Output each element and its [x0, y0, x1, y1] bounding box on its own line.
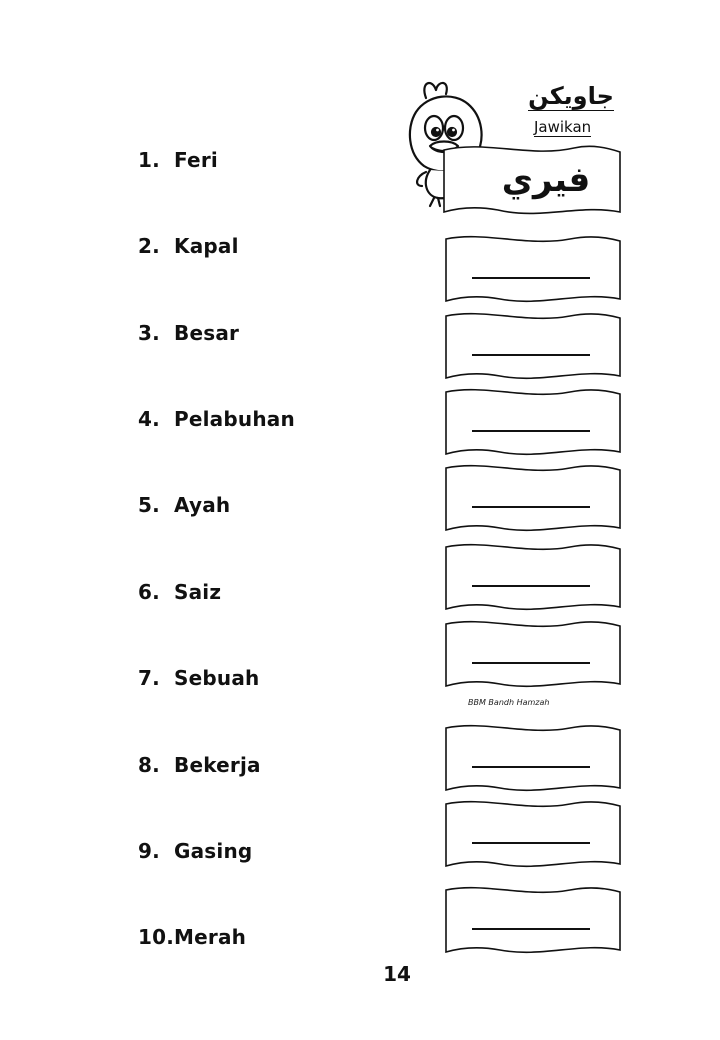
word-text: Kapal	[174, 234, 239, 258]
wavy-frame	[444, 884, 622, 956]
answer-line	[472, 842, 590, 844]
example-answer: فيري	[501, 160, 591, 200]
wavy-frame	[444, 798, 622, 870]
word-text: Besar	[174, 321, 240, 345]
answer-line	[472, 430, 590, 432]
word-item	[138, 490, 230, 520]
word-text: Pelabuhan	[174, 407, 295, 431]
wavy-frame	[444, 462, 622, 534]
wavy-frame	[444, 541, 622, 613]
word-text: Ayah	[174, 493, 231, 517]
word-number: 7.	[138, 666, 160, 690]
word-item	[138, 231, 239, 261]
wavy-frame	[444, 386, 622, 458]
answer-box[interactable]	[444, 386, 622, 458]
answer-box[interactable]	[444, 722, 622, 794]
wavy-frame	[444, 722, 622, 794]
word-text: Merah	[174, 925, 247, 949]
rumi-title: Jawikan	[534, 118, 592, 136]
word-item	[138, 922, 246, 952]
word-number: 10.	[138, 925, 175, 949]
jawi-title: جاويكن	[528, 82, 614, 110]
answer-line	[472, 928, 590, 930]
answer-line	[472, 585, 590, 587]
answer-line	[472, 766, 590, 768]
example-answer-box	[440, 144, 622, 216]
answer-box[interactable]	[444, 884, 622, 956]
word-number: 9.	[138, 839, 160, 863]
word-number: 2.	[138, 234, 160, 258]
answer-box[interactable]	[444, 541, 622, 613]
word-item	[138, 663, 259, 693]
word-text: Bekerja	[174, 753, 261, 777]
word-item	[138, 836, 252, 866]
word-item	[138, 750, 261, 780]
answer-box[interactable]	[444, 798, 622, 870]
answer-line	[472, 662, 590, 664]
answer-box[interactable]	[444, 462, 622, 534]
word-text: Sebuah	[174, 666, 260, 690]
word-text: Saiz	[174, 580, 222, 604]
word-number: 8.	[138, 753, 160, 777]
word-number: 1.	[138, 148, 160, 172]
answer-line	[472, 506, 590, 508]
credit-text: BBM Bandh Hamzah	[468, 698, 550, 707]
answer-box[interactable]	[444, 310, 622, 382]
word-item	[138, 577, 221, 607]
word-item	[138, 404, 295, 434]
word-number: 5.	[138, 493, 160, 517]
word-number: 3.	[138, 321, 160, 345]
answer-line	[472, 354, 590, 356]
wavy-frame	[444, 310, 622, 382]
page-number: 14	[383, 962, 411, 986]
answer-line	[472, 277, 590, 279]
wavy-frame	[444, 233, 622, 305]
word-item	[138, 145, 218, 175]
word-number: 6.	[138, 580, 160, 604]
word-item	[138, 318, 239, 348]
answer-box[interactable]	[444, 618, 622, 690]
word-number: 4.	[138, 407, 160, 431]
word-text: Feri	[174, 148, 218, 172]
wavy-frame	[444, 618, 622, 690]
word-text: Gasing	[174, 839, 253, 863]
answer-box[interactable]	[444, 233, 622, 305]
